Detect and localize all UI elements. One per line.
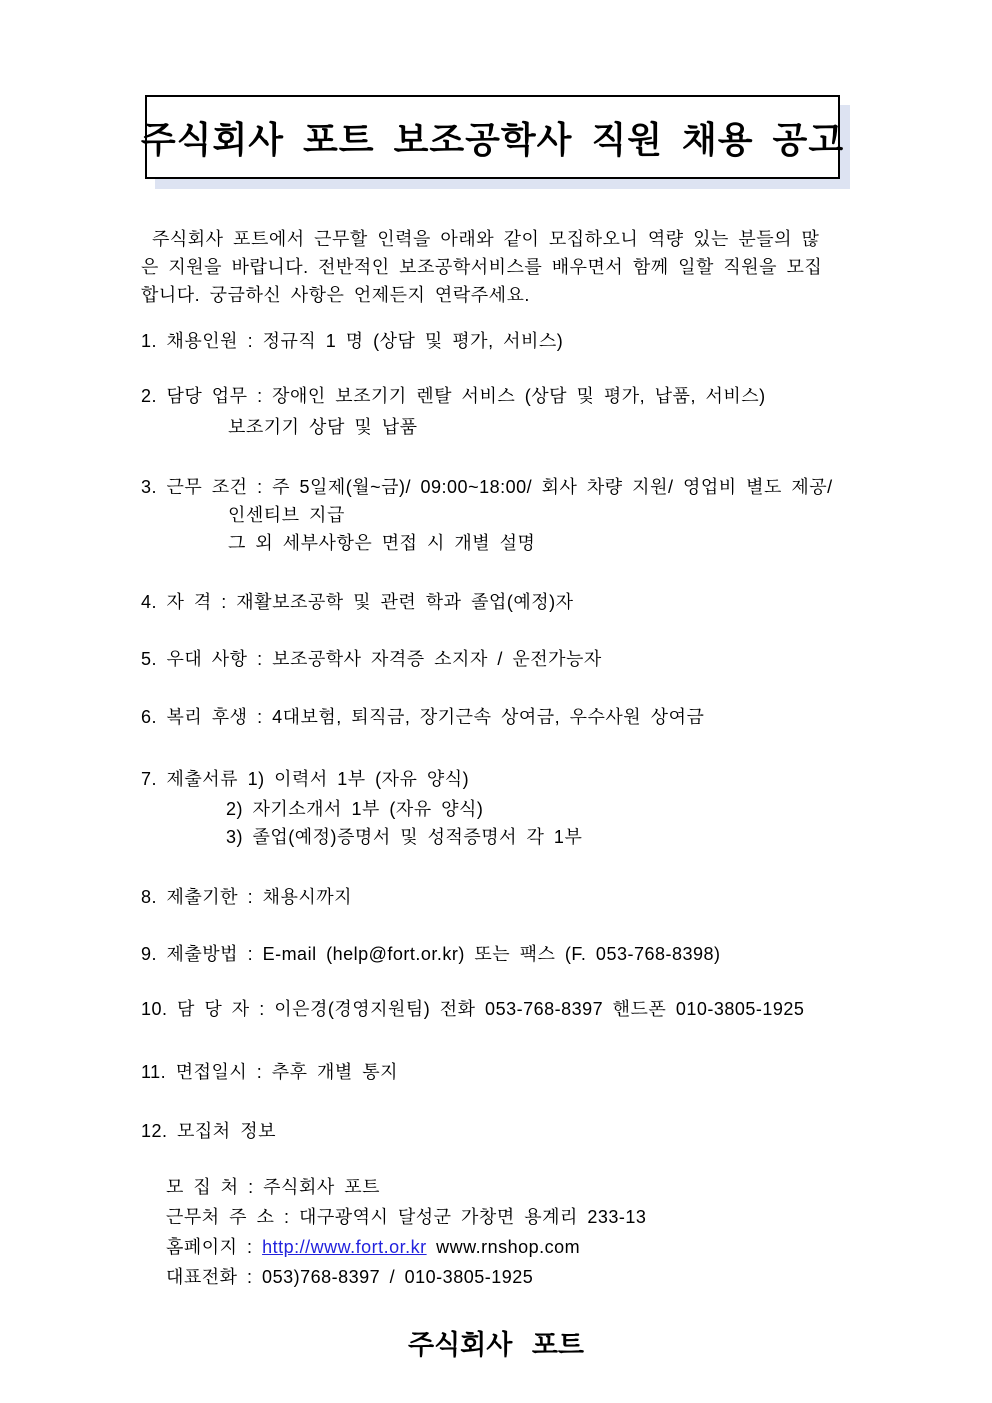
list-item-4: 4. 자 격 : 재활보조공학 및 관련 학과 졸업(예정)자 (141, 592, 574, 612)
list-item-3-cont: 그 외 세부사항은 면접 시 개별 설명 (228, 533, 536, 553)
list-item-11: 11. 면접일시 : 추후 개별 통지 (141, 1062, 399, 1082)
list-item-10: 10. 담 당 자 : 이은경(경영지원팀) 전화 053-768-8397 핸드폰 010-3805-1925 (141, 999, 805, 1019)
page-title: 주식회사 포트 보조공학사 직원 채용 공고 (140, 118, 845, 160)
list-item-9: 9. 제출방법 : E-mail (help@fort.or.kr) 또는 팩스 (F. 053-768-8398) (141, 944, 721, 964)
list-item-1: 1. 채용인원 : 정규직 1 명 (상담 및 평가, 서비스) (141, 331, 564, 351)
intro-line: 주식회사 포트에서 근무할 인력을 아래와 같이 모집하오니 역량 있는 분들의 많 (152, 229, 820, 249)
list-item-6: 6. 복리 후생 : 4대보험, 퇴직금, 장기근속 상여금, 우수사원 상여금 (141, 707, 705, 727)
list-item-2-cont: 보조기기 상담 및 납품 (228, 417, 418, 437)
title-box (140, 95, 845, 179)
list-item-12: 12. 모집처 정보 (141, 1121, 276, 1141)
list-item-7: 7. 제출서류 1) 이력서 1부 (자유 양식) (141, 769, 470, 789)
homepage-extra: www.rnshop.com (426, 1237, 581, 1257)
contact-address: 근무처 주 소 : 대구광역시 달성군 가창면 용계리 233-13 (166, 1207, 647, 1227)
list-item-7-cont: 3) 졸업(예정)증명서 및 성적증명서 각 1부 (226, 827, 583, 847)
homepage-link[interactable]: http://www.fort.or.kr (262, 1237, 427, 1257)
footer-company-name: 주식회사 포트 (408, 1330, 584, 1360)
intro-line: 은 지원을 바랍니다. 전반적인 보조공학서비스를 배우면서 함께 일할 직원을 모집 (141, 257, 823, 277)
contact-recruiter: 모 집 처 : 주식회사 포트 (166, 1177, 380, 1197)
list-item-3: 3. 근무 조건 : 주 5일제(월~금)/ 09:00~18:00/ 회사 차량 지원/ 영업비 별도 제공/ (141, 477, 833, 497)
contact-homepage (166, 1233, 896, 1261)
contact-phone: 대표전화 : 053)768-8397 / 010-3805-1925 (166, 1267, 534, 1287)
list-item-2: 2. 담당 업무 : 장애인 보조기기 렌탈 서비스 (상담 및 평가, 납품, 서비스) (141, 386, 766, 406)
list-item-8: 8. 제출기한 : 채용시까지 (141, 887, 353, 907)
homepage-label: 홈페이지 : (166, 1237, 263, 1257)
list-item-3-cont: 인센티브 지급 (228, 505, 345, 525)
list-item-5: 5. 우대 사항 : 보조공학사 자격증 소지자 / 운전가능자 (141, 649, 602, 669)
intro-line: 합니다. 궁금하신 사항은 언제든지 연락주세요. (141, 285, 530, 305)
list-item-7-cont: 2) 자기소개서 1부 (자유 양식) (226, 799, 484, 819)
